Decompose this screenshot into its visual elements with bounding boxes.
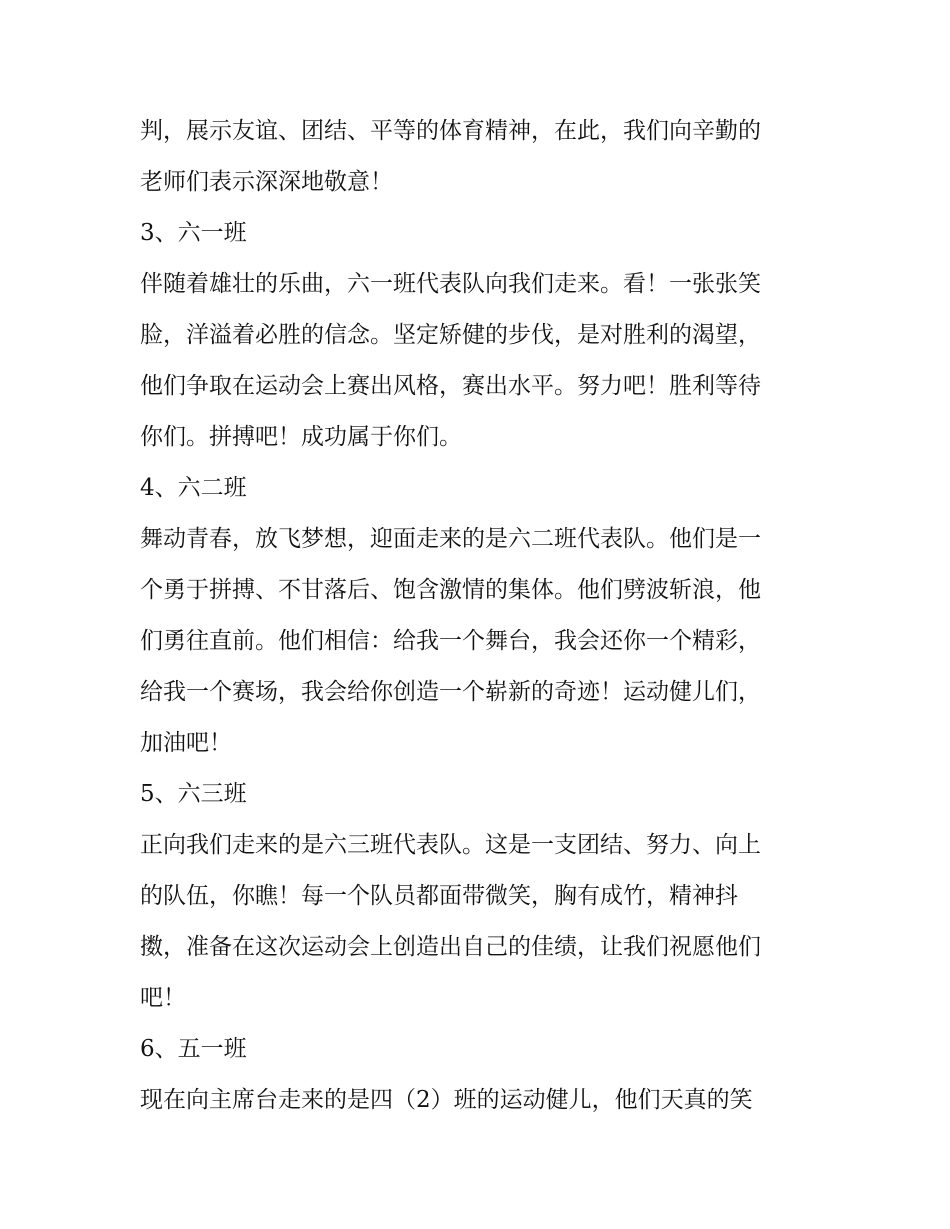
section-heading-class-6-2: 4、六二班 <box>140 475 247 501</box>
paragraph-line: 他们争取在运动会上赛出风格，赛出水平。努力吧！胜利等待 <box>140 373 761 399</box>
document-body <box>140 106 830 1126</box>
paragraph-line: 脸，洋溢着必胜的信念。坚定矫健的步伐，是对胜利的渴望， <box>140 322 761 348</box>
paragraph-line: 老师们表示深深地敬意！ <box>140 169 393 195</box>
paragraph-line: 擞，准备在这次运动会上创造出自己的佳绩，让我们祝愿他们 <box>140 934 761 960</box>
paragraph-line: 个勇于拼搏、不甘落后、饱含激情的集体。他们劈波斩浪，他 <box>140 577 761 603</box>
paragraph-line: 伴随着雄壮的乐曲，六一班代表队向我们走来。看！一张张笑 <box>140 271 761 297</box>
paragraph-line: 正向我们走来的是六三班代表队。这是一支团结、努力、向上 <box>140 832 761 858</box>
paragraph-line: 舞动青春，放飞梦想，迎面走来的是六二班代表队。他们是一 <box>140 526 761 552</box>
paragraph-line: 加油吧！ <box>140 730 232 756</box>
paragraph-line: 们勇往直前。他们相信：给我一个舞台，我会还你一个精彩， <box>140 628 761 654</box>
paragraph-line: 你们。拼搏吧！成功属于你们。 <box>140 424 462 450</box>
paragraph-line: 现在向主席台走来的是四（2）班的运动健儿，他们天真的笑 <box>140 1087 753 1113</box>
paragraph-line: 吧！ <box>140 985 186 1011</box>
paragraph-line: 判，展示友谊、团结、平等的体育精神，在此，我们向辛勤的 <box>140 118 761 144</box>
section-heading-class-6-1: 3、六一班 <box>140 220 247 246</box>
paragraph-line: 给我一个赛场，我会给你创造一个崭新的奇迹！运动健儿们， <box>140 679 761 705</box>
section-heading-class-6-3: 5、六三班 <box>140 781 247 807</box>
paragraph-line: 的队伍，你瞧！每一个队员都面带微笑，胸有成竹，精神抖 <box>140 883 738 909</box>
section-heading-class-5-1: 6、五一班 <box>140 1036 247 1062</box>
